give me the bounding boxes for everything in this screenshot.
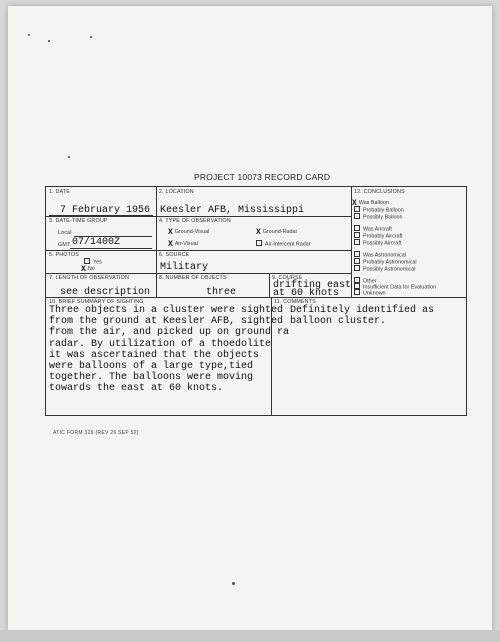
scan-speck bbox=[232, 582, 235, 585]
conclusion-possibly-astronomical: Possibly Astronomical bbox=[354, 265, 415, 273]
conclusion-insufficient-data: Insufficient Data for Evaluation bbox=[354, 283, 436, 291]
card-title: PROJECT 10073 RECORD CARD bbox=[194, 172, 331, 182]
checkbox-icon bbox=[354, 289, 360, 295]
local-label: Local bbox=[58, 230, 72, 236]
comment-line: balloon cluster. bbox=[290, 316, 387, 328]
summary-line: together. The balloons were moving bbox=[49, 372, 254, 384]
obs-ground-visual: X Ground-Visual bbox=[168, 228, 210, 237]
obs-ground-radar: X Ground-Radar bbox=[256, 228, 298, 237]
gmt-value: 07/1400Z bbox=[72, 237, 121, 248]
divider bbox=[46, 250, 351, 251]
summary-label: 10. BRIEF SUMMARY OF SIGHTING bbox=[49, 299, 144, 305]
summary-line: radar. By utilization of a thoedolite bbox=[49, 338, 272, 350]
source-value: Military bbox=[160, 262, 209, 273]
checkbox-icon bbox=[354, 232, 360, 238]
conclusion-was-balloon: X Was Balloon bbox=[352, 199, 389, 208]
length-value: see description bbox=[60, 287, 151, 298]
summary-line: were balloons of a large type,tied bbox=[49, 361, 254, 373]
checkbox-icon bbox=[354, 265, 360, 271]
course-label: 9. COURSE bbox=[272, 275, 303, 281]
summary-text bbox=[49, 305, 289, 395]
conclusion-probably-aircraft: Probably Aircraft bbox=[354, 232, 403, 240]
summary-line: from the air, and picked up on ground ra bbox=[49, 327, 290, 339]
checkbox-icon bbox=[354, 225, 360, 231]
checked-x-icon: X bbox=[168, 240, 173, 249]
summary-line: Three objects in a cluster were sighted bbox=[49, 305, 284, 316]
document-page bbox=[8, 6, 492, 632]
scan-speck bbox=[90, 36, 92, 38]
record-card bbox=[45, 186, 467, 416]
summary-line: towards the east at 60 knots. bbox=[49, 383, 224, 395]
number-of-objects-label: 8. NUMBER OF OBJECTS bbox=[159, 275, 227, 281]
scan-speck bbox=[28, 34, 30, 36]
gmt-label: GMT bbox=[58, 242, 71, 248]
checked-x-icon: X bbox=[81, 265, 86, 274]
photos-no: X No bbox=[81, 265, 95, 274]
conclusion-probably-balloon: Probably Balloon bbox=[354, 206, 404, 214]
comments-text bbox=[290, 305, 434, 327]
checked-x-icon: X bbox=[168, 228, 173, 237]
source-label: 6. SOURCE bbox=[159, 252, 190, 258]
obs-air-intercept-radar: Air-Intercept Radar bbox=[256, 240, 311, 248]
course-line-2: at 60 knots bbox=[273, 288, 340, 299]
number-of-objects-value: three bbox=[206, 287, 237, 298]
conclusion-unknown: Unknown bbox=[354, 289, 385, 297]
checkbox-icon bbox=[354, 251, 360, 257]
checked-x-icon: X bbox=[256, 228, 261, 237]
checkbox-icon bbox=[354, 206, 360, 212]
location-label: 2. LOCATION bbox=[159, 189, 194, 195]
conclusion-was-aircraft: Was Aircraft bbox=[354, 225, 392, 233]
checkbox-icon bbox=[354, 213, 360, 219]
checkbox-icon bbox=[354, 239, 360, 245]
location-value: Keesler AFB, Mississippi bbox=[160, 205, 305, 216]
date-label: 1. DATE bbox=[49, 189, 71, 195]
scan-edge bbox=[0, 630, 500, 642]
checked-x-icon: X bbox=[352, 199, 357, 208]
checkbox-icon bbox=[256, 240, 262, 246]
scan-speck bbox=[48, 40, 50, 42]
divider bbox=[269, 273, 270, 297]
checkbox-icon bbox=[84, 258, 90, 264]
scan-speck bbox=[68, 156, 70, 158]
comments-label: 11. COMMENTS bbox=[274, 299, 316, 305]
obs-air-visual: X Air-Visual bbox=[168, 240, 198, 249]
divider bbox=[46, 216, 351, 217]
conclusion-probably-astronomical: Probably Astronomical bbox=[354, 258, 417, 266]
conclusions-label: 12. CONCLUSIONS bbox=[354, 189, 405, 195]
observation-type-label: 4. TYPE OF OBSERVATION bbox=[159, 218, 231, 224]
photos-yes: Yes bbox=[84, 258, 102, 266]
summary-line: from the ground at Keesler AFB, sighted bbox=[49, 316, 284, 328]
conclusion-possibly-aircraft: Possibly Aircraft bbox=[354, 239, 401, 247]
conclusion-possibly-balloon: Possibly Balloon bbox=[354, 213, 403, 221]
summary-line: it was ascertained that the objects bbox=[49, 349, 260, 361]
length-label: 7. LENGTH OF OBSERVATION bbox=[49, 275, 129, 281]
conclusion-was-astronomical: Was Astronomical bbox=[354, 251, 406, 259]
checkbox-icon bbox=[354, 258, 360, 264]
divider bbox=[156, 187, 157, 297]
date-value: 7 February 1956 bbox=[60, 205, 151, 216]
course-line-1: drifting east bbox=[273, 280, 352, 291]
conclusion-other: Other bbox=[354, 277, 376, 285]
photos-label: 5. PHOTOS bbox=[49, 252, 80, 258]
comment-line: Definitely identified as bbox=[290, 305, 435, 316]
form-number: ATIC FORM 329 (REV 26 SEP 52) bbox=[53, 430, 139, 436]
date-time-group-label: 3. DATE-TIME GROUP bbox=[49, 218, 108, 224]
